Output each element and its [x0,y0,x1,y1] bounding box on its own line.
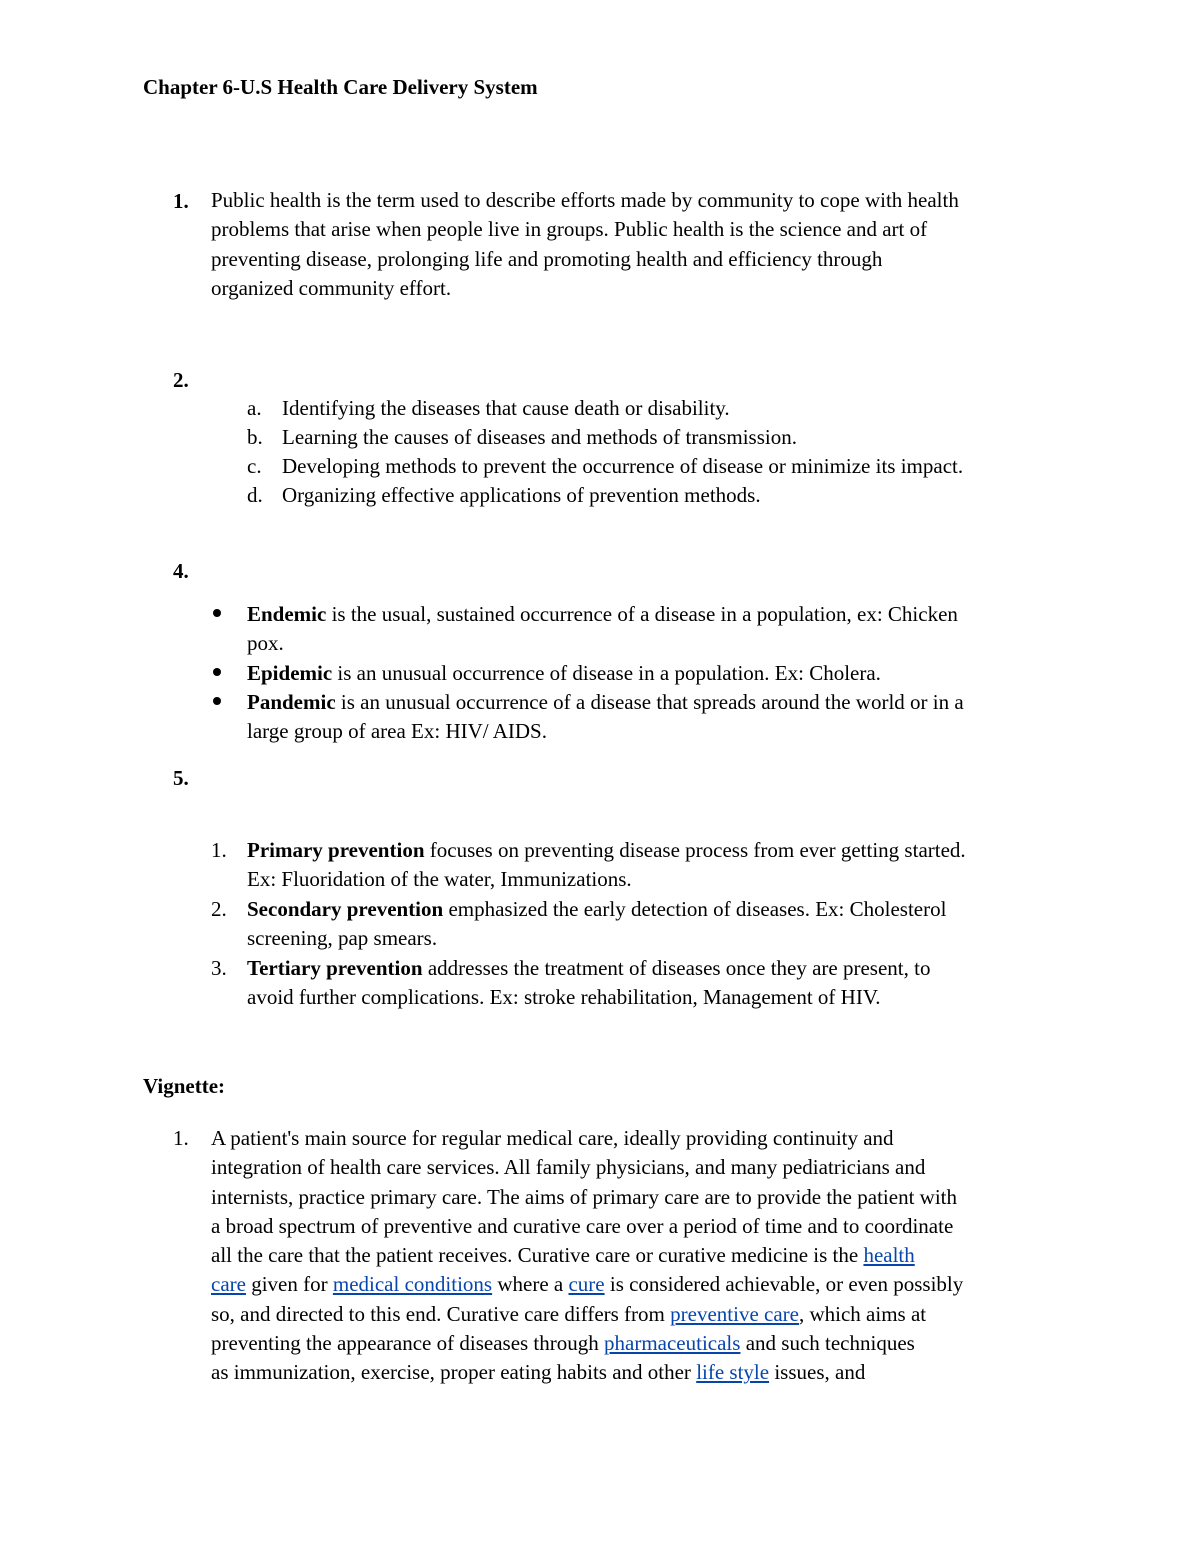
pharmaceuticals-link[interactable]: pharmaceuticals [604,1331,741,1356]
item-desc: emphasized the early detection of diseases. Ex: Cholesterol [443,897,947,921]
bullet-text [247,659,881,688]
medical-conditions-link[interactable]: medical conditions [332,1272,493,1297]
bullet-line [247,659,881,688]
numbered-item-text [247,895,946,954]
answer-line: problems that arise when people live in groups. Public health is the science and art of [211,217,928,242]
bullet-line: large group of area Ex: HIV/ AIDS. [247,719,547,744]
list-item-label: a. [247,396,262,420]
bullet-term: Epidemic [247,661,333,685]
question-1-answer [211,186,959,303]
answer-line: integration of health care services. All family physicians, and many pediatricians and [211,1155,926,1180]
list-item-label: c. [247,454,262,478]
text-run: so, and directed to this end. Curative care differs from [211,1301,671,1326]
text-run: as immunization, exercise, proper eating habits and other [211,1360,697,1385]
list-item-label: d. [247,483,263,507]
answer-line [211,1270,963,1299]
question-4-number: 4. [173,559,189,583]
bullet-line [247,600,958,629]
bullet-term: Pandemic [247,690,336,714]
answer-line [211,1329,963,1358]
list-item-text: Learning the causes of diseases and methods of transmission. [282,425,797,449]
text-run: and such techniques [740,1331,915,1356]
preventive-care-link[interactable]: preventive care [670,1301,799,1326]
bullet-text [247,600,958,659]
answer-line [211,1241,963,1270]
item-line: Ex: Fluoridation of the water, Immunizations. [247,867,632,892]
numbered-item-text [247,954,930,1013]
bullet-icon [213,697,221,705]
bullet-text [247,688,964,747]
text-run: is considered achievable, or even possibly [604,1272,964,1297]
item-desc: focuses on preventing disease process from ever getting started. [424,838,966,862]
item-term: Secondary prevention [247,897,444,921]
answer-line: organized community effort. [211,275,452,300]
answer-line [211,1300,963,1329]
text-run: issues, and [769,1360,866,1385]
item-line [247,836,966,865]
item-term: Primary prevention [247,838,425,862]
item-line: avoid further complications. Ex: stroke rehabilitation, Management of HIV. [247,985,881,1010]
answer-line: preventing disease, prolonging life and promoting health and efficiency through [211,246,883,271]
answer-line: Public health is the term used to describe efforts made by community to cope with health [211,188,959,212]
bullet-desc: is an unusual occurrence of disease in a population. Ex: Cholera. [332,661,881,685]
bullet-desc: is an unusual occurrence of a disease that spreads around the world or in a [335,690,964,714]
bullet-line: pox. [247,631,284,656]
bullet-icon [213,668,221,676]
bullet-line [247,688,964,717]
numbered-item-label: 1. [211,838,227,862]
health-care-link[interactable]: health [863,1243,915,1268]
bullet-desc: is the usual, sustained occurrence of a disease in a population, ex: Chicken [326,602,958,626]
list-item-label: b. [247,425,263,449]
item-line: screening, pap smears. [247,926,438,951]
vignette-answer [211,1124,963,1388]
bullet-term: Endemic [247,602,327,626]
list-item-text: Identifying the diseases that cause death or disability. [282,396,730,420]
numbered-item-label: 2. [211,897,227,921]
question-2-number: 2. [173,368,189,392]
answer-line: A patient's main source for regular medical care, ideally providing continuity and [211,1126,894,1150]
item-desc: addresses the treatment of diseases once they are present, to [422,956,931,980]
question-5-number: 5. [173,766,189,790]
text-run: preventing the appearance of diseases through [211,1331,605,1356]
answer-line: a broad spectrum of preventive and curative care over a period of time and to coordinate [211,1213,954,1238]
document-title: Chapter 6-U.S Health Care Delivery System [143,75,538,99]
item-line [247,954,930,983]
list-item-text: Developing methods to prevent the occurrence of disease or minimize its impact. [282,454,964,478]
numbered-item-label: 3. [211,956,227,980]
text-run: all the care that the patient receives. Curative care or curative medicine is the [211,1243,864,1268]
item-term: Tertiary prevention [247,956,423,980]
list-item-text: Organizing effective applications of prevention methods. [282,483,761,507]
vignette-heading: Vignette: [143,1074,226,1098]
cure-link[interactable]: cure [568,1272,605,1297]
question-1-number: 1. [173,189,189,213]
life-style-link[interactable]: life style [696,1360,770,1385]
answer-line [211,1358,963,1387]
health-care-link-cont[interactable]: care [211,1272,246,1297]
answer-line: internists, practice primary care. The aims of primary care are to provide the patient with [211,1184,957,1209]
numbered-item-text [247,836,966,895]
text-run: , which aims at [798,1301,927,1326]
item-line [247,895,946,924]
bullet-icon [213,609,221,617]
text-run: given for [245,1272,333,1297]
text-run: where a [492,1272,569,1297]
vignette-item-number: 1. [173,1126,189,1150]
